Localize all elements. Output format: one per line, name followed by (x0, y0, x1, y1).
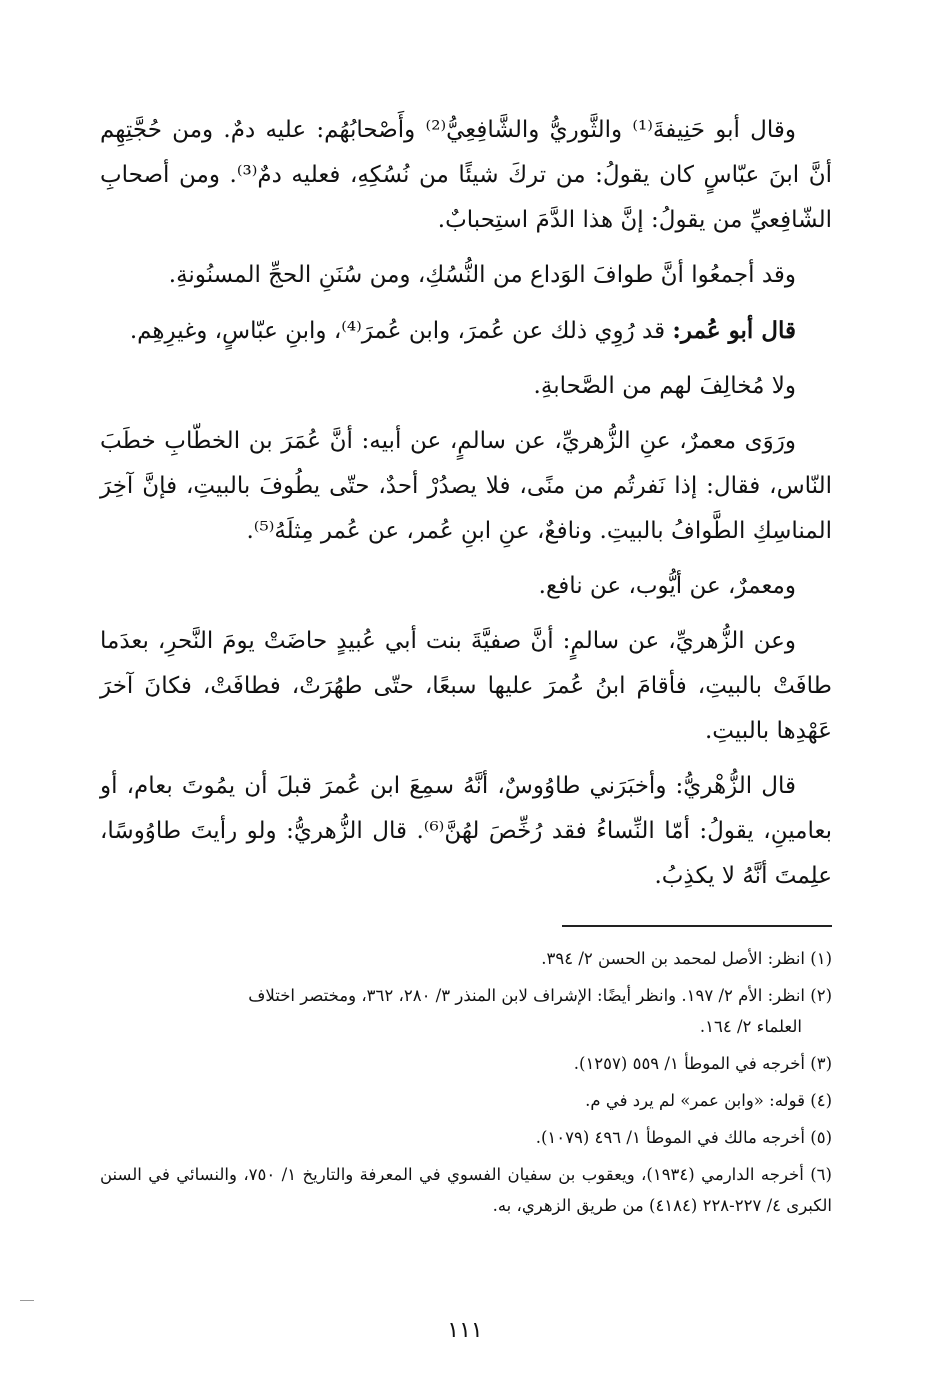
footnote-4: (٤) قوله: «وابن عمر» لم يرد في م. (585, 1091, 832, 1110)
paragraph-ijma: وقد أجمعُوا أنَّ طوافَ الوَداع من النُّسُكِ، ومن سُنَنِ الحجِّ المسنُونةِ. (168, 262, 796, 288)
footnote-divider (562, 925, 832, 927)
paragraph-abu-hanifa: وقال أبو حَنِيفةَ⁽¹⁾ والثَّوريُّ والشَّافِعِيُّ⁽²⁾ وأَصْحابُهُم: عليه دمٌ. ومن حُجَّتِهِم أنَّ ابنَ عبّاسٍ كان يقولُ: من تركَ شيئًا من نُسُكِهِ، فعليه دمٌ⁽³⁾. ومن أصحابِ الشّافِعيِّ من يقولُ: إنَّ هذا الدَّمَ استِحبابٌ. (100, 117, 832, 233)
footnote-5: (٥) أخرجه مالك في الموطأ ١/ ٤٩٦ (١٠٧٩). (535, 1128, 832, 1147)
paragraph-tawus: قال الزُّهْريُّ: وأخبَرَني طاوُوسٌ، أنَّهُ سمِعَ ابن عُمرَ قبلَ أن يمُوتَ بعام، أو بعامينِ، يقولُ: أمّا النِّساءُ فقد رُخِّصَ لهُنَّ⁽⁶⁾. قال الزُّهريُّ: ولو رأيتَ طاوُوسًا، علِمتَ أنَّهُ لا يكذِبُ. (100, 773, 832, 889)
abu-umar-label: قال أبو عُمر: (672, 317, 796, 344)
margin-mark (20, 1300, 34, 1301)
page-body (100, 108, 832, 1227)
paragraph-mamar-ayyub: ومعمرٌ، عن أيُّوب، عن نافع. (538, 573, 796, 599)
paragraph-mamar-zuhri: ورَوَى معمرٌ، عنِ الزُّهريِّ، عن سالمٍ، عن أبيه: أنَّ عُمَرَ بن الخطّابِ خطَبَ النّاس، فقال: إذا نَفرتُم من منًى، فلا يصدُرْ أحدٌ، حتّى يطُوفَ بالبيتِ، فإنَّ آخِرَ المناسِكِ الطَّوافُ بالبيتِ. ونافعٌ، عنِ ابنِ عُمر، عن عُمر مِثلَهُ⁽⁵⁾. (100, 428, 832, 544)
footnote-2-line-1: (٢) انظر: الأم ٢/ ١٩٧. وانظر أيضًا: الإشراف لابن المنذر ٣/ ٢٨٠، ٣٦٢، ومختصر اختلاف (248, 986, 832, 1005)
footnotes (100, 943, 832, 1221)
footnote-2-continued: العلماء ٢/ ١٦٤. (699, 1017, 802, 1036)
paragraph-abu-umar (100, 308, 832, 354)
page-number: ١١١ (447, 1318, 483, 1343)
footnote-1: (١) انظر: الأصل لمحمد بن الحسن ٢/ ٣٩٤. (541, 949, 832, 968)
paragraph-la-mukhalif: ولا مُخالِفَ لهم من الصَّحابةِ. (533, 373, 796, 399)
paragraph-safiyya: وعن الزُّهريِّ، عن سالمٍ: أنَّ صفيَّةَ بنت أبي عُبيدٍ حاضَتْ يومَ النَّحرِ، بعدَما طافَتْ بالبيتِ، فأقامَ ابنُ عُمرَ عليها سبعًا، حتّى طهُرَتْ، فطافَتْ، فكانَ آخرَ عَهْدِها بالبيتِ. (100, 628, 832, 744)
footnote-2 (100, 980, 832, 1011)
main-text (100, 108, 832, 899)
footnote-6: (٦) أخرجه الدارمي (١٩٣٤)، ويعقوب بن سفيان الفسوي في المعرفة والتاريخ ١/ ٧٥٠، والنسائي في السنن الكبرى ٤/ ٢٢٧-٢٢٨ (٤١٨٤) من طريق الزهري، به. (100, 1165, 832, 1215)
footnote-3: (٣) أخرجه في الموطأ ١/ ٥٥٩ (١٢٥٧). (573, 1054, 832, 1073)
abu-umar-text: قد رُوِي ذلك عن عُمرَ، وابن عُمرَ⁽⁴⁾، وابنِ عبّاسٍ، وغيرِهِم. (129, 318, 666, 344)
